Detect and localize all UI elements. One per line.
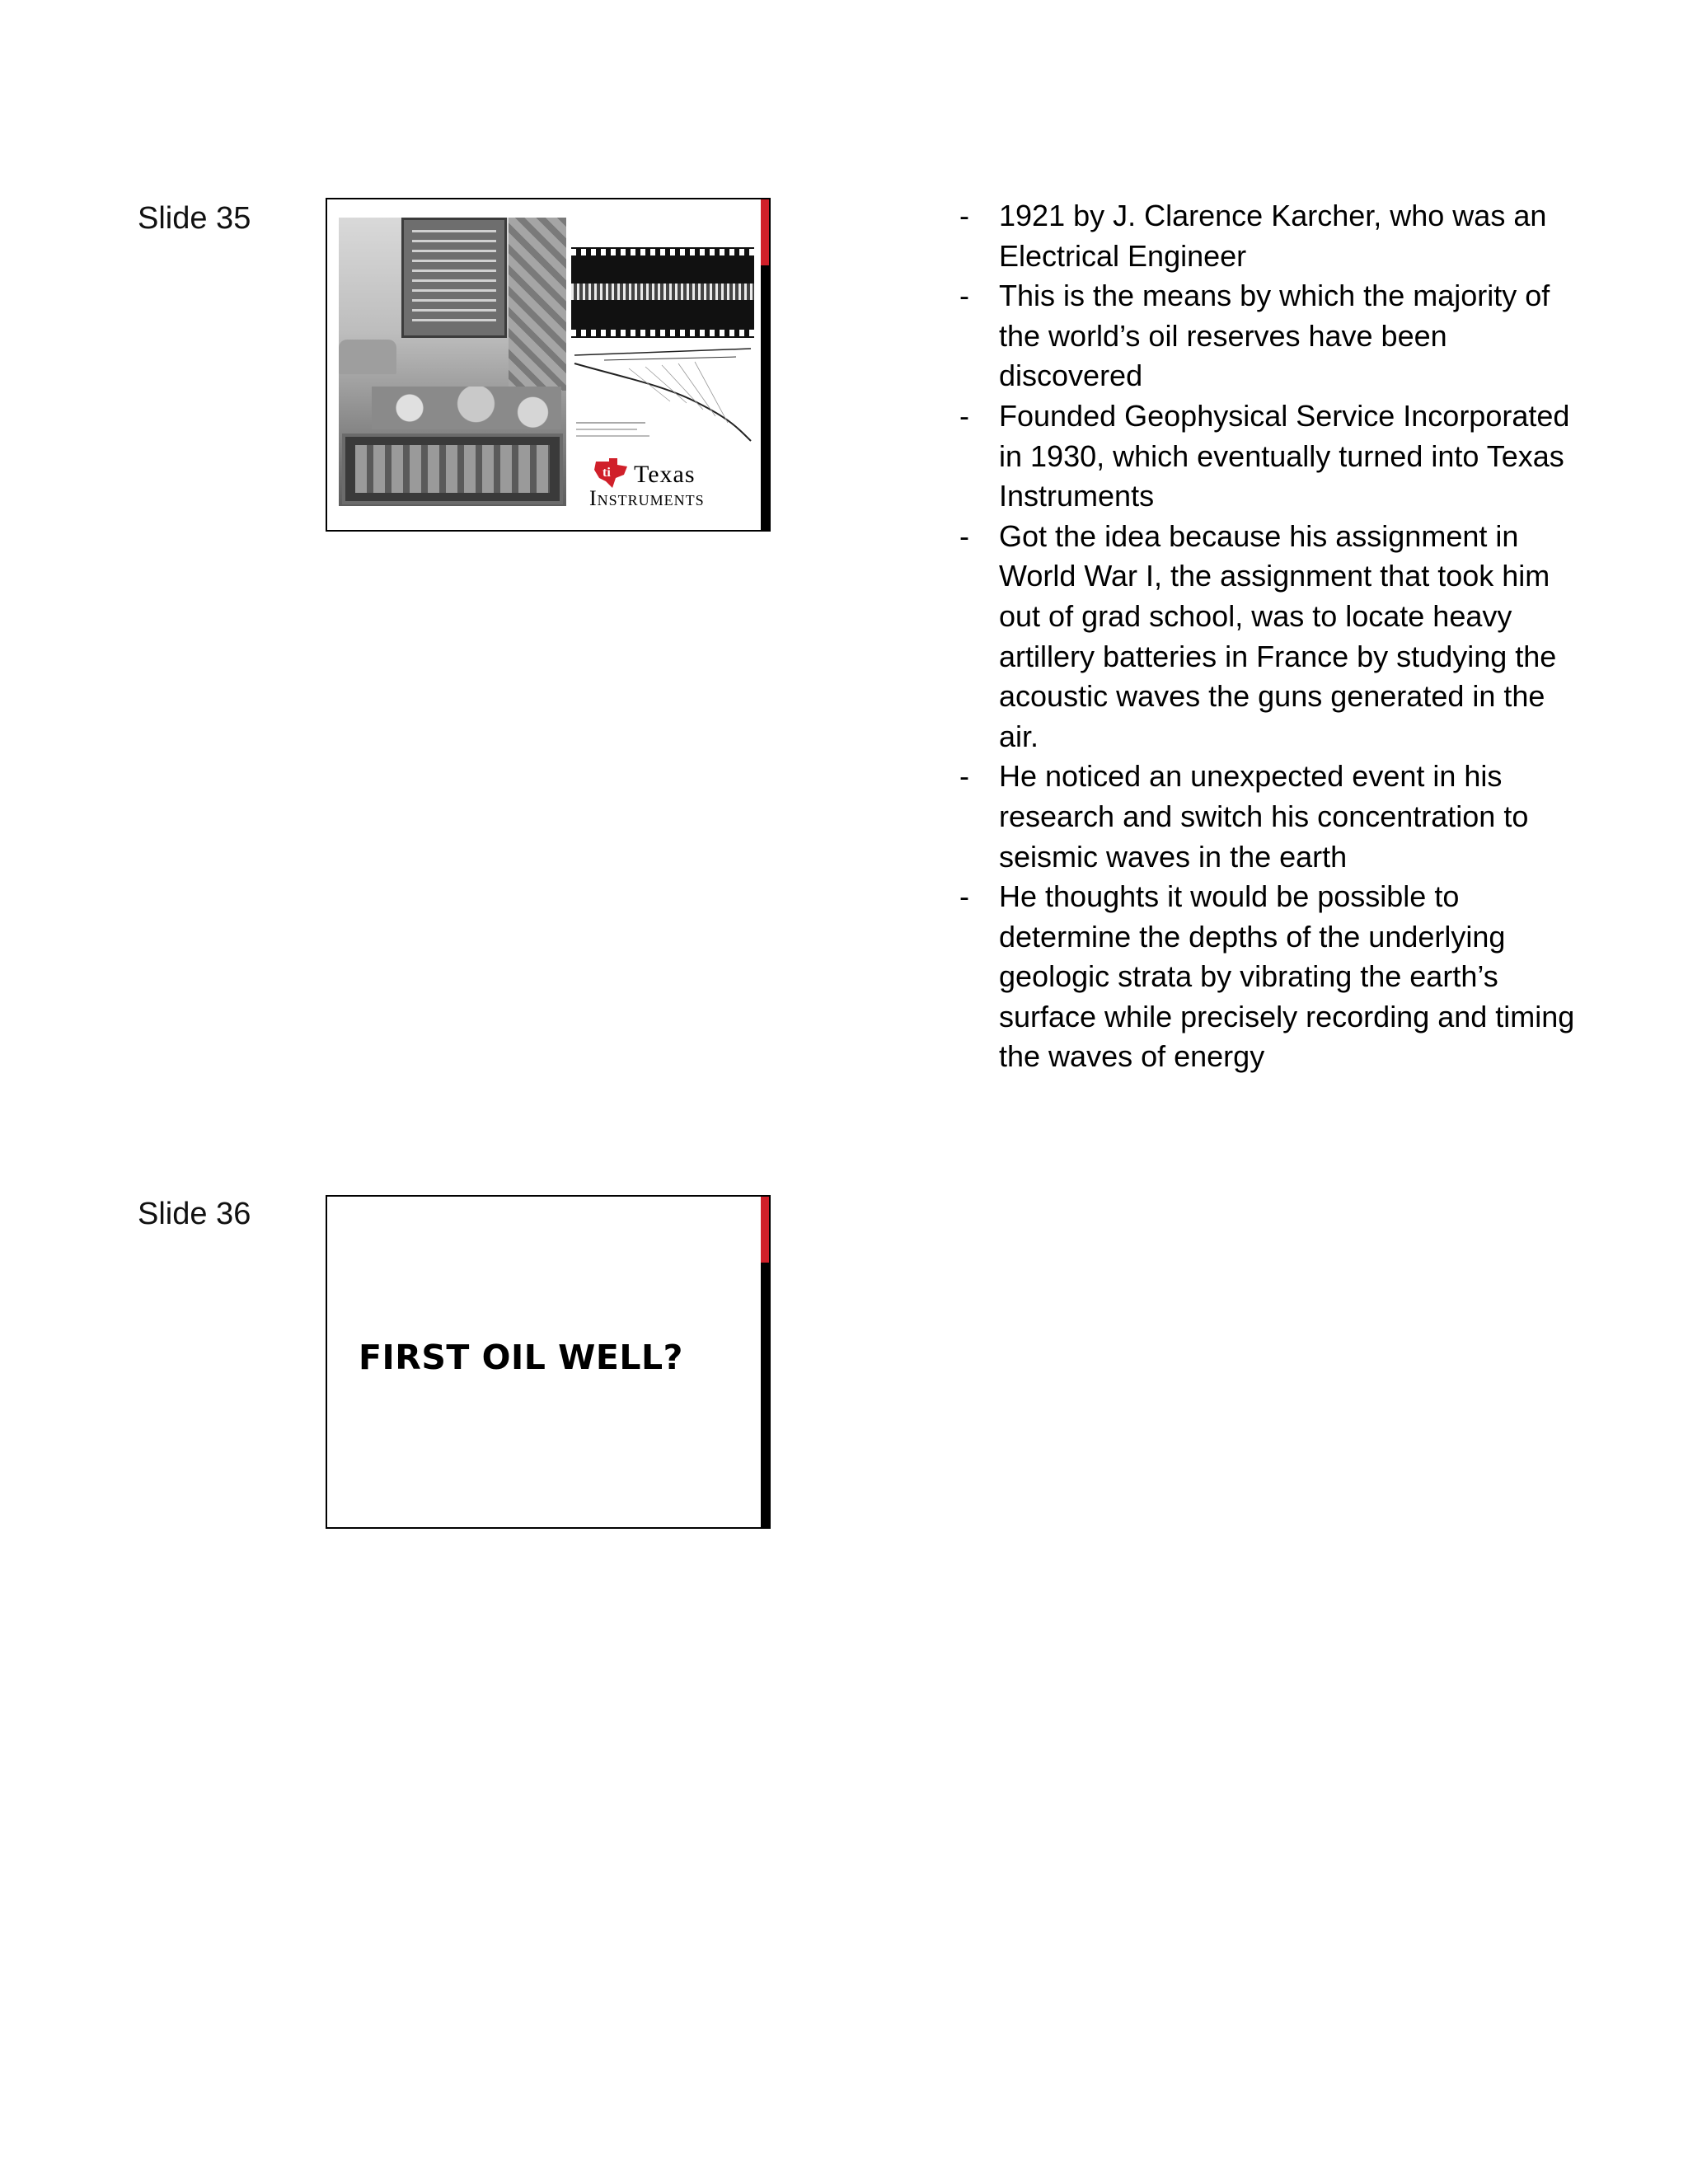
note-item: - He thoughts it would be possible to determine the depths of the underlying geologic strata by vibrating the earth’s surface while precisely recording and timing the waves of energy (956, 877, 1582, 1077)
geologic-section-diagram (571, 344, 754, 443)
svg-text:ti: ti (603, 466, 611, 480)
note-item: - Got the idea because his assignment in World War I, the assignment that took him out of grad school, was to locate heavy artillery batteries in France by studying the acoustic waves the guns generated in the air. (956, 517, 1582, 757)
car-shape (339, 340, 396, 374)
note-item: - He noticed an unexpected event in his research and switch his concentration to seismic waves in the earth (956, 757, 1582, 877)
seismograph-film-strip (571, 247, 754, 338)
stone-wall-shape (509, 218, 566, 391)
slide-35-notes (956, 196, 1582, 1077)
slide-36-label: Slide 36 (138, 1197, 251, 1231)
slide-36-title: FIRST OIL WELL? (359, 1338, 683, 1377)
texas-instruments-logo (588, 457, 761, 519)
model-shape (342, 434, 563, 504)
rocks-shape (372, 387, 561, 429)
slide-accent-bar (761, 199, 769, 530)
note-item: - This is the means by which the majority of the world’s oil reserves have been discovered (956, 276, 1582, 396)
ti-logo-icon (591, 457, 632, 490)
slide-accent-bar (761, 1197, 769, 1527)
plaque-photo (339, 218, 566, 506)
slide-36-thumbnail[interactable] (326, 1195, 771, 1529)
note-item: - Founded Geophysical Service Incorporated in 1930, which eventually turned into Texas Instruments (956, 396, 1582, 517)
note-item: - 1921 by J. Clarence Karcher, who was an Electrical Engineer (956, 196, 1582, 276)
slide-35-thumbnail[interactable] (326, 198, 771, 532)
plaque-shape (401, 218, 507, 338)
ti-logo-text-line2: Instruments (589, 486, 705, 510)
slide-35-label: Slide 35 (138, 201, 251, 236)
ti-logo-text-line1: Texas (634, 461, 696, 488)
